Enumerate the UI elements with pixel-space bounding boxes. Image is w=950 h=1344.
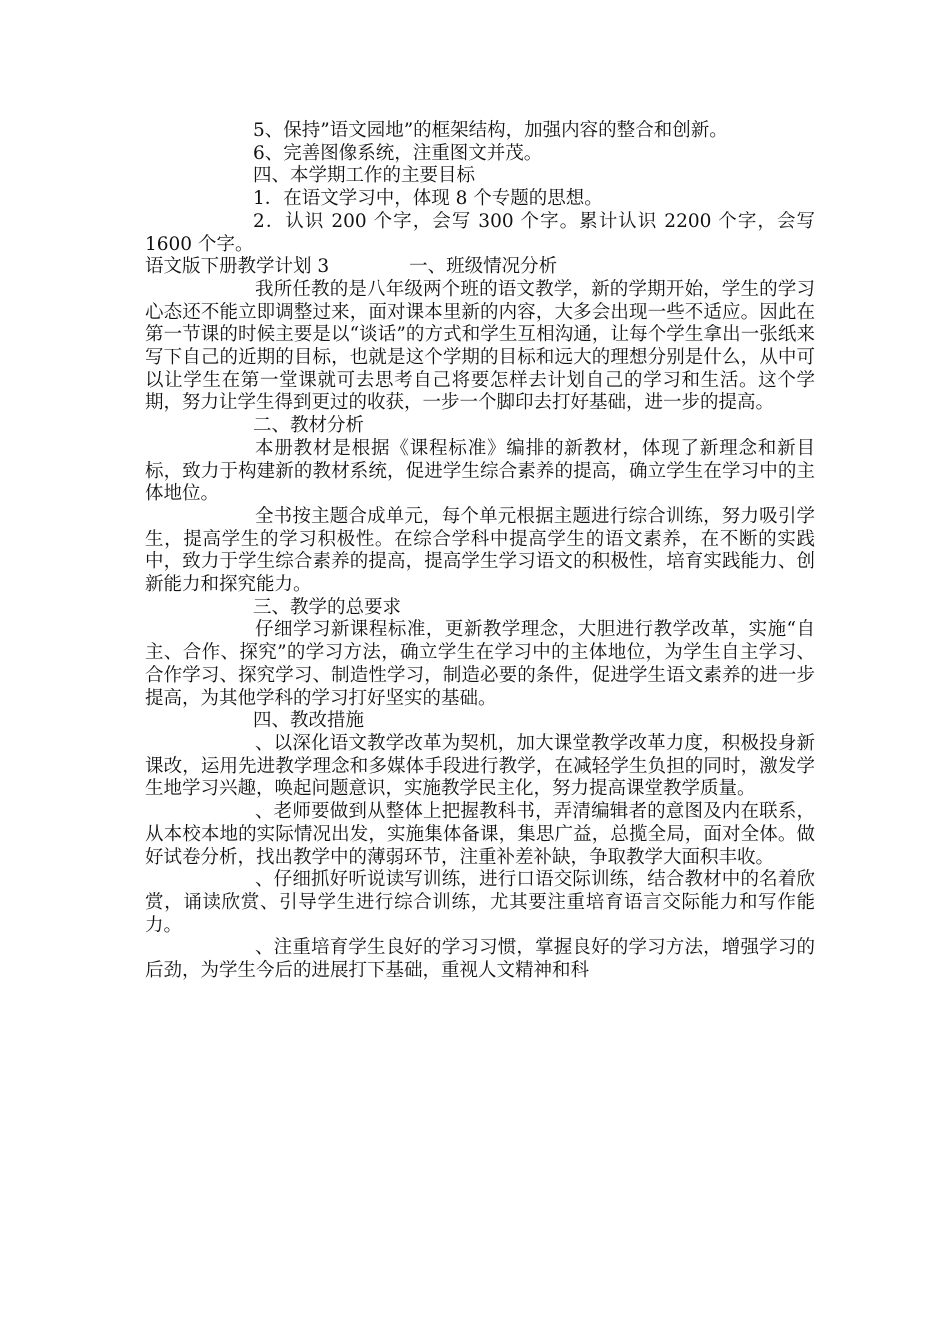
paragraph-textbook-1: 本册教材是根据《课程标准》编排的新教材，体现了新理念和新目标，致力于构建新的教材系统，促进学生综合素养的提高，确立学生在学习中的主体地位。 — [145, 437, 815, 505]
goal-item-1: 1．在语文学习中，体现 8 个专题的思想。 — [253, 188, 603, 210]
document-body — [145, 120, 815, 983]
paragraph-textbook-2: 全书按主题合成单元，每个单元根据主题进行综合训练，努力吸引学生，提高学生的学习积极性。在综合学科中提高学生的语文素养，在不断的实践中，致力于学生综合素养的提高，提高学生学习语文的积极性，培育实践能力、创新能力和探究能力。 — [145, 505, 815, 596]
paragraph-measure-2: 、老师要做到从整体上把握教科书，弄清编辑者的意图及内在联系，从本校本地的实际情况出发，实施集体备课，集思广益，总揽全局，面对全体。做好试卷分析，找出教学中的薄弱环节，注重补差补缺，争取教学大面积丰收。 — [145, 801, 815, 868]
goal-item-2: 2．认识 200 个字，会写 300 个字。累计认识 2200 个字，会写 1600 个字。 — [145, 210, 815, 255]
plan-title: 语文版下册教学计划 3 — [145, 256, 330, 278]
paragraph-item-6: 6、完善图像系统，注重图文并茂。 — [253, 142, 543, 164]
paragraph-measure-1: 、以深化语文教学改革为契机，加大课堂教学改革力度，积极投身新课改，运用先进教学理念和多媒体手段进行教学，在减轻学生负担的同时，激发学生地学习兴趣，唤起问题意识，实施教学民主化，努力提高课堂教学质量。 — [145, 732, 815, 800]
paragraph-item-5: 5、保持”语文园地”的框架结构，加强内容的整合和创新。 — [253, 120, 728, 141]
plan-title-line — [145, 256, 815, 279]
paragraph-measure-4: 、注重培育学生良好的学习习惯，掌握良好的学习方法，增强学习的后劲，为学生今后的进展打下基础，重视人文精神和科 — [145, 937, 815, 982]
paragraph-class-analysis: 我所任教的是八年级两个班的语文教学，新的学期开始，学生的学习心态还不能立即调整过来，面对课本里新的内容，大多会出现一些不适应。因此在第一节课的时候主要是以“谈话”的方式和学生互相沟通，让每个学生拿出一张纸来写下自己的近期的目标，也就是这个学期的目标和远大的理想分别是什么，从中可以让学生在第一堂课就可去思考自己将要怎样去计划自己的学习和生活。这个学期，努力让学生得到更过的收获，一步一个脚印去打好基础，进一步的提高。 — [145, 278, 815, 414]
section-heading-textbook: 二、教材分析 — [253, 415, 365, 437]
section-heading-measures: 四、教改措施 — [253, 710, 365, 732]
paragraph-measure-3: 、仔细抓好听说读写训练，进行口语交际训练，结合教材中的名着欣赏，诵读欣赏、引导学生进行综合训练，尤其要注重培育语言交际能力和写作能力。 — [145, 869, 815, 936]
section-heading-goals: 四、本学期工作的主要目标 — [253, 165, 476, 187]
section-heading-class: 一、班级情况分析 — [409, 256, 558, 278]
paragraph-requirements: 仔细学习新课程标准，更新教学理念，大胆进行教学改革，实施“自主、合作、探究”的学习方法，确立学生在学习中的主体地位，为学生自主学习、合作学习、探究学习、制造性学习，制造必要的条件，促进学生语文素养的进一步提高，为其他学科的学习打好坚实的基础。 — [145, 619, 815, 709]
section-heading-requirements: 三、教学的总要求 — [253, 596, 402, 618]
